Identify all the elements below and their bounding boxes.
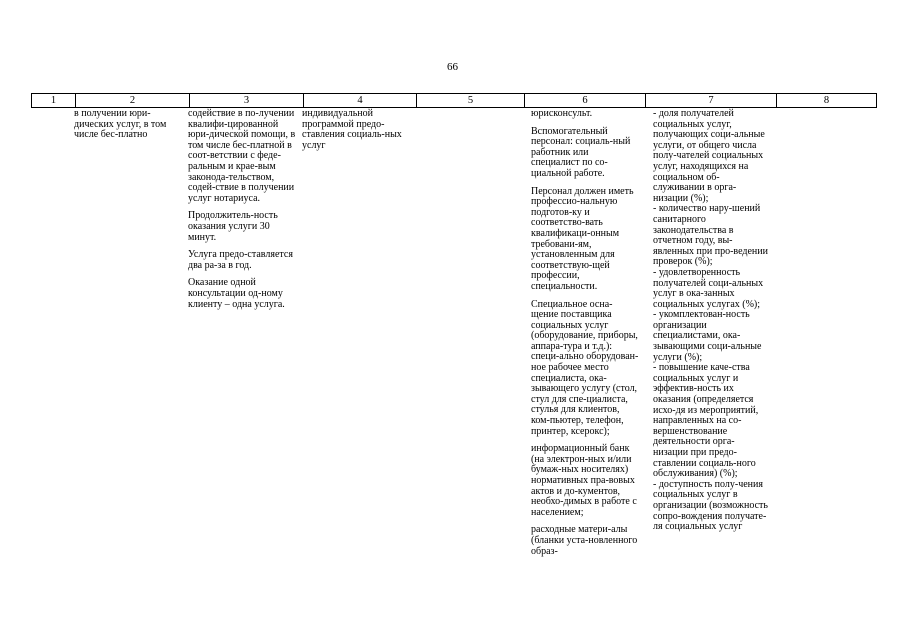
col3-paragraph: Услуга предо-ставляется два ра-за в год. bbox=[188, 249, 293, 271]
header-col-8: 8 bbox=[776, 94, 876, 107]
col3-paragraph: Продолжитель-ность оказания услуги 30 минут. bbox=[188, 210, 278, 243]
col7-item: - укомплектован-ность организации специалистами, ока-зывающими соци-альные услуги (%); bbox=[653, 309, 762, 363]
header-col-2: 2 bbox=[75, 94, 189, 107]
header-col-4: 4 bbox=[303, 94, 416, 107]
col7-item: - количество нару-шений санитарного законодательства в отчетном году, вы-явленных при про-ведении проверок (%); bbox=[653, 203, 768, 268]
col7-item: - удовлетворенность получателей соци-альных услуг в ока-занных социальных услугах (%); bbox=[653, 266, 764, 310]
col6-paragraph: Вспомогательный персонал: социаль-ный работник или специалист по со-циальной работе. bbox=[531, 125, 631, 179]
header-col-5: 5 bbox=[416, 94, 524, 107]
column-6-content bbox=[531, 109, 639, 564]
col6-paragraph: Специальное осна-щение поставщика социальных услуг (оборудование, приборы, аппара-тура и т.д.): специ-ально оборудован-ное рабочее место специалиста, ока-зывающего услугу (стол, стул для спе-циалиста, стулья для клиентов, ком-пьютер, телефон, принтер, ксерокс); bbox=[531, 298, 639, 437]
col4-paragraph: индивидуальной программой предо-ставления социаль-ных услуг bbox=[302, 108, 402, 151]
col3-paragraph: Оказание одной консультации од-ному клиенту – одна услуга. bbox=[188, 277, 285, 310]
header-col-7: 7 bbox=[645, 94, 776, 107]
col7-item: - доля получателей социальных услуг, получающих соци-альные услуги, от общего числа полу-чателей социальных услуг, находящихся на социальном об-служивании в орга-низации (%); bbox=[653, 108, 765, 204]
header-col-1: 1 bbox=[50, 95, 57, 106]
col3-paragraph: содействие в по-лучении квалифи-цированной юри-дической помощи, в том числе бес-платной в соот-ветствии с феде-ральным и крае-вым законода-тельством, содей-ствие в получении услуг нотариуса. bbox=[188, 108, 296, 204]
col2-paragraph: в получении юри-дических услуг, в том числе бес-платно bbox=[74, 108, 167, 141]
header-col-6: 6 bbox=[524, 94, 645, 107]
column-2-content bbox=[74, 109, 182, 148]
col7-item: - доступность полу-чения социальных услуг в организации (возможность сопро-вождения получате-ля социальных услуг bbox=[653, 478, 768, 533]
col6-paragraph: расходные матери-алы (бланки уста-новленного образ- bbox=[531, 524, 638, 557]
page-number: 66 bbox=[447, 61, 458, 73]
column-4-content bbox=[302, 109, 410, 158]
col7-item: - повышение каче-ства социальных услуг и эффектив-ность их оказания (определяется исхо-дя из мероприятий, направленных на со-вершенствование деятельности орга-низации при предо-ставлении социаль-ного обслуживания) (%); bbox=[653, 362, 759, 480]
column-3-content bbox=[188, 109, 296, 317]
col6-paragraph: Персонал должен иметь профессио-нальную подготов-ку и соответство-вать квалификаци-онным требовани-ям, установленным для соответствую-щей профессии, специальности. bbox=[531, 185, 634, 292]
col6-paragraph: юрисконсульт. bbox=[531, 108, 593, 119]
header-col-3: 3 bbox=[189, 94, 303, 107]
col6-paragraph: информационный банк (на электрон-ных и/или бумаж-ных носителях) нормативных пра-вовых актов и до-кументов, необхо-димых в работе с населением; bbox=[531, 443, 637, 518]
table-header-row bbox=[31, 93, 877, 108]
column-7-content bbox=[653, 109, 769, 533]
